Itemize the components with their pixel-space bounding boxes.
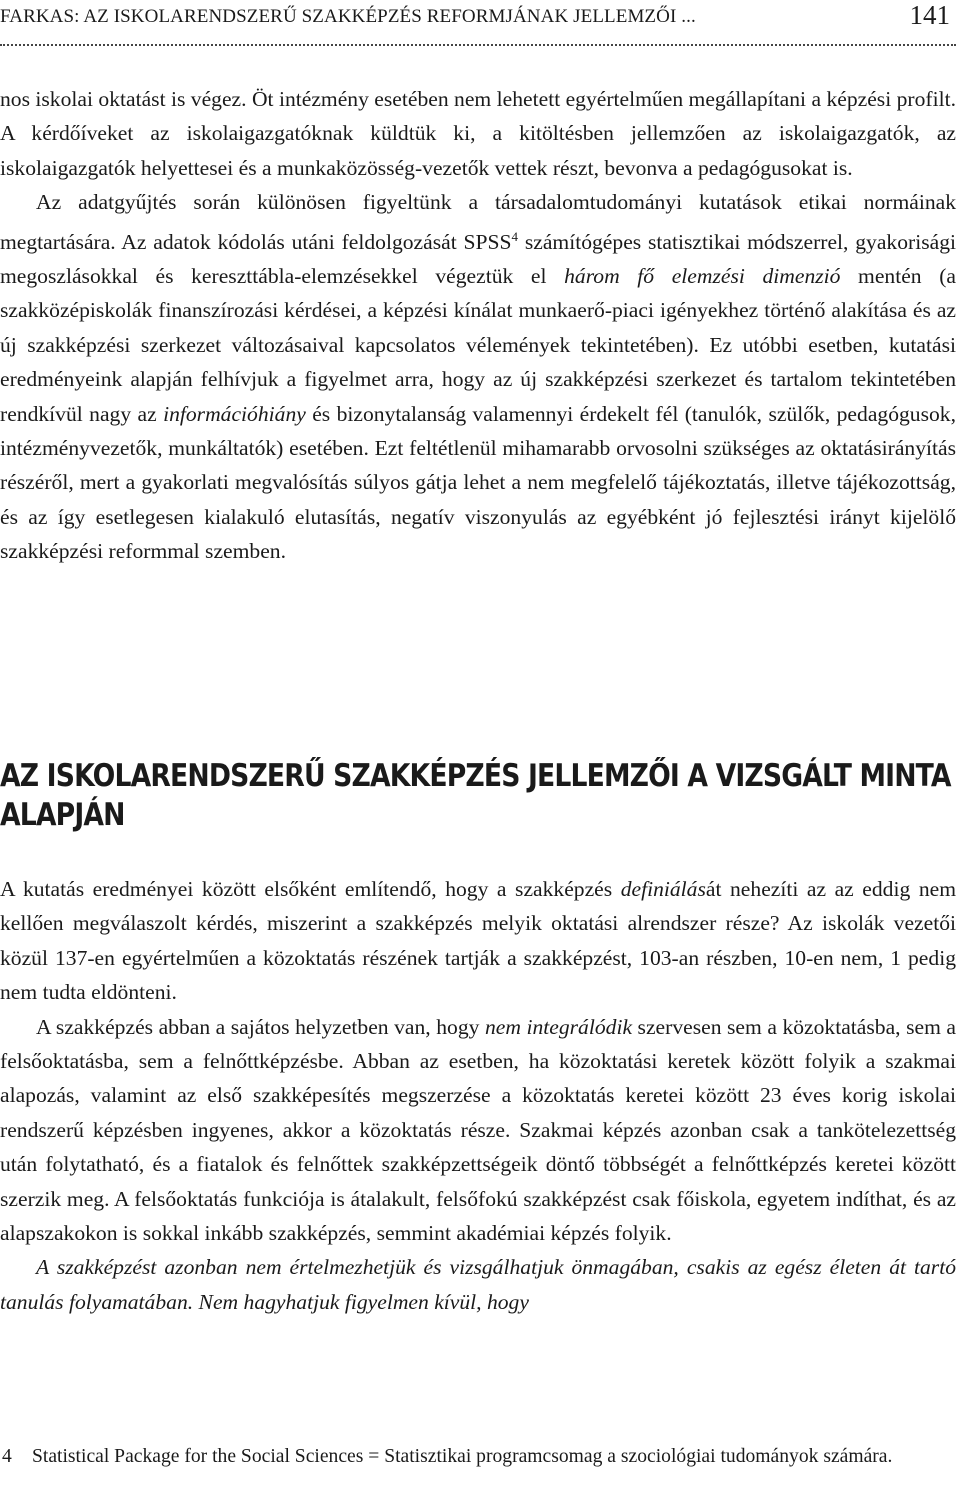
emphasis-lifelong-learning: A szakképzést azonban nem értelmezhetjük és vizsgálhatjuk önmagában, csakis az egész életen át tartó tanulás folyamatában. Nem hagyhatjuk figyelmen kívül, hogy xyxy=(0,1255,956,1314)
page-number: 141 xyxy=(909,0,950,30)
body-text-section-1 xyxy=(0,82,956,569)
footnote xyxy=(0,1442,956,1472)
emphasis-dimensions: három fő elemzési dimenzió xyxy=(564,264,841,289)
paragraph-1: nos iskolai oktatást is végez. Öt intézmény esetében nem lehetett egyértelműen megállapítani a képzési profilt. A kérdőíveket az iskolaigazgatóknak küldtük ki, a kitöltésben jellemzően az iskolaigazgatók, az iskolaigazgatók helyettesei és a munkaközösség-vezetők vettek részt, bevonva a pedagógusokat is. xyxy=(0,87,956,180)
running-header xyxy=(0,0,956,39)
running-title: FARKAS: AZ ISKOLARENDSZERŰ SZAKKÉPZÉS REFORMJÁNAK JELLEMZŐI ... xyxy=(0,6,696,27)
emphasis-integration: nem integrálódik xyxy=(484,1014,633,1039)
footnote-ref: 4 xyxy=(511,228,519,244)
body-text-section-2 xyxy=(0,872,956,1319)
section-heading: AZ ISKOLARENDSZERŰ SZAKKÉPZÉS JELLEMZŐI A VIZSGÁLT MINTA ALAPJÁN xyxy=(0,758,951,833)
paragraph-4: A szakképzés abban a sajátos helyzetben van, hogy nem integrálódik szervesen sem a közoktatásba, sem a felsőoktatásba, sem a felnőttképzésbe. Abban az esetben, ha közoktatási keretek között folyik a szakmai alapozás, valamint az első szakképesítés megszerzése a közoktatás keretei között 23 éves korig iskolai rendszerű képzésben ingyenes, akkor a közoktatás része. Szakmai képzés azonban csak a tankötelezettség után folytatható, és a fiatalok és felnőttek szakképzettségeik döntő többségét a felnőttképzés keretei között szerzik meg. A felsőoktatás funkciója is átalakult, felsőfokú szakképzést csak főiskola, egyetem indíthat, és az alapszakokon is sokkal inkább szakképzés, semmint akadémiai képzés folyik. xyxy=(0,1014,956,1246)
paragraph-3: A kutatás eredményei között elsőként említendő, hogy a szakképzés definiálását nehezíti az az eddig nem kellően megválaszolt kérdés, miszerint a szakképzés melyik oktatási alrendszer része? Az iskolák vezetői közül 137-en egyértelműen a közoktatás részének tartják a szakképzést, 103-an részben, 10-en nem, 1 pedig nem tudta eldönteni. xyxy=(0,877,956,1005)
emphasis-information-gap: információhiány xyxy=(163,401,306,426)
footnote-text: Statistical Package for the Social Sciences = Statisztikai programcsomag a szociológiai tudományok számára. xyxy=(32,1446,893,1467)
footnote-number: 4 xyxy=(2,1446,12,1467)
paragraph-2: Az adatgyűjtés során különösen figyeltünk a társadalomtudományi kutatások etikai normáinak megtartására. Az adatok kódolás utáni feldolgozását SPSS$^4$ számítógépes statisztikai módszerrel, gyakorisági megoszlásokkal és kereszttábla-elemzésekkel végeztük el három fő elemzési dimenzió mentén (a szakközépiskolák finanszírozási kérdései, a képzési kínálat munkaerő-piaci igényekhez történő alakítása és az új szakképzési szerkezet változásaival kapcsolatos vélemények tekintetében). Ez utóbbi esetben, kutatási eredményeink alapján felhívjuk a figyelmet arra, hogy az új szakképzési szerkezet és tartalom tekintetében rendkívül nagy az információhiány és bizonytalanság valamennyi érdekelt fél (tanulók, szülők, pedagógusok, intézményvezetők, munkáltatók) esetében. Ezt feltétlenül mihamarabb orvosolni szükséges az oktatásirányítás részéről, mert a gyakorlati megvalósítás súlyos gátja lehet a nem megfelelő tájékoztatás, illetve tájékozottság, és az így esetlegesen kialakuló elutasítás, negatív viszonyulás az egyébként jó fejlesztési irányt kijelölő szakképzési reformmal szemben. xyxy=(0,190,956,564)
emphasis-definition: definiálás xyxy=(620,877,706,901)
header-divider xyxy=(0,44,956,46)
paragraph-5 xyxy=(0,1250,956,1319)
